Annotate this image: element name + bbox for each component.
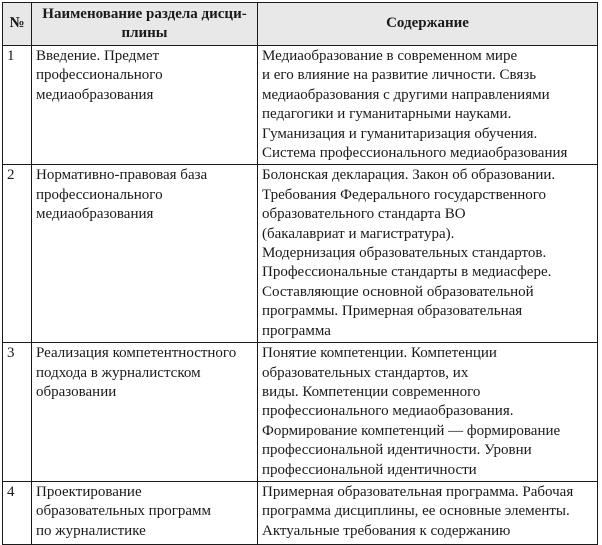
row-number: 4 [3, 481, 32, 544]
row-section-name [32, 481, 258, 544]
header-section-name-line: плины [121, 24, 168, 41]
content-line: и его влияние на развитие личности. Связь [262, 67, 537, 84]
content-line: Актуальные требования к содержанию [262, 522, 511, 539]
row-section-name [32, 165, 258, 343]
section-name-line: Реализация компетентностного [36, 345, 237, 362]
content-line: Примерная образовательная программа. Рабочая [262, 483, 574, 500]
content-line: Профессиональные стандарты в медиасфере. [262, 264, 552, 281]
content-line: Формирование компетенций — формирование [262, 422, 561, 439]
content-line: педагогики и гуманитарными науками. [262, 106, 512, 123]
table-row [3, 481, 598, 544]
table-header-row [3, 3, 598, 46]
row-content [258, 46, 598, 165]
section-name-line: медиаобразования [36, 86, 154, 103]
row-content [258, 165, 598, 343]
section-name-line: медиаобразования [36, 206, 154, 223]
row-section-name [32, 46, 258, 165]
syllabus-table [2, 2, 598, 545]
content-line: Требования Федерального государственного [262, 186, 547, 203]
content-line: Модернизация образовательных стандартов. [262, 245, 547, 262]
table-row [3, 165, 598, 343]
table-row [3, 46, 598, 165]
row-content [258, 481, 598, 544]
content-line: Болонская декларация. Закон об образовании. [262, 167, 556, 184]
section-name-line: Введение. Предмет [36, 48, 160, 64]
content-line: медиаобразования с другими направлениями [262, 86, 550, 103]
table-row [3, 343, 598, 482]
content-line: программа дисциплины, ее основные элементы. [262, 503, 570, 520]
content-line: Медиаобразование в современном мире [262, 48, 518, 64]
content-line: виды. Компетенции современного [262, 383, 481, 400]
row-number: 2 [3, 165, 32, 343]
content-line: образовательного стандарта ВО [262, 206, 466, 223]
content-line: Гуманизация и гуманитаризация обучения. [262, 125, 538, 142]
content-line: Система профессионального медиаобразования [262, 145, 568, 162]
section-name-line: по журналистике [36, 522, 146, 539]
content-line: профессиональной идентичности. Уровни [262, 442, 532, 459]
section-name-line: профессионального [36, 67, 163, 84]
content-line: (бакалавриат и магистратура). [262, 225, 455, 242]
content-line: образовательных стандартов, их [262, 364, 469, 381]
content-line: программы. Примерная образовательная [262, 303, 523, 320]
row-number: 3 [3, 343, 32, 482]
section-name-line: Проектирование [36, 483, 142, 500]
header-content: Содержание [258, 3, 598, 46]
section-name-line: образовании [36, 383, 117, 400]
header-number: № [3, 3, 32, 46]
row-number: 1 [3, 46, 32, 165]
content-line: Составляющие основной образовательной [262, 283, 534, 300]
row-section-name [32, 343, 258, 482]
header-section-name-line: Наименование раздела дисци- [42, 5, 247, 22]
section-name-line: профессионального [36, 186, 163, 203]
content-line: профессионального медиаобразования. [262, 403, 514, 420]
section-name-line: Нормативно-правовая база [36, 167, 208, 184]
section-name-line: подхода в журналистском [36, 364, 201, 381]
content-line: программа [262, 322, 331, 339]
row-content [258, 343, 598, 482]
content-line: профессиональной идентичности [262, 461, 477, 478]
header-section-name [32, 3, 258, 46]
section-name-line: образовательных программ [36, 503, 211, 520]
content-line: Понятие компетенции. Компетенции [262, 345, 497, 362]
